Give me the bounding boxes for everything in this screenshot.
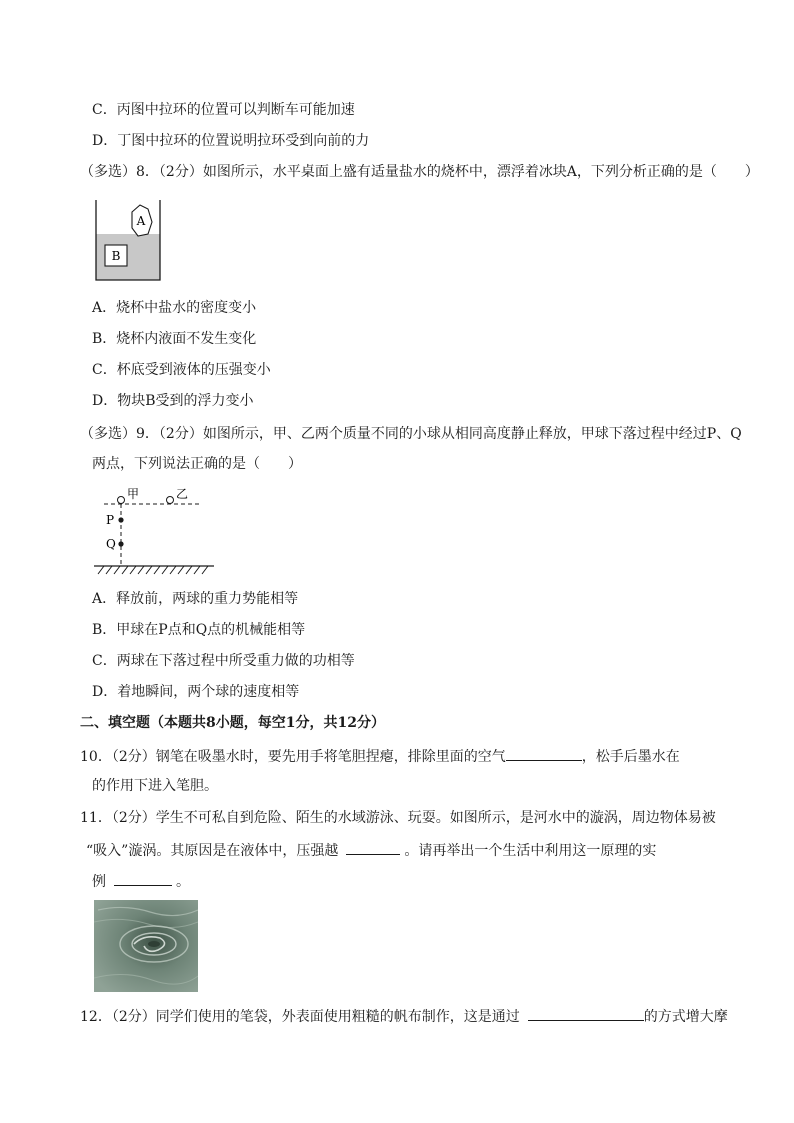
q10-text-a: 10．（2分）钢笔在吸墨水时，要先用手将笔胆捏瘪，排除里面的空气: [80, 749, 506, 765]
q11-line3: [92, 871, 190, 892]
q11-text-c: 例: [92, 874, 106, 890]
q11-text-d: 。: [176, 874, 190, 890]
q12-text-a: 12．（2分）同学们使用的笔袋，外表面使用粗糙的帆布制作，这是通过: [80, 1009, 520, 1025]
q9-option-a: A．释放前，两球的重力势能相等: [92, 591, 299, 607]
q11-answer-blank-1[interactable]: [346, 840, 400, 855]
q12-text-b: 的方式增大摩: [643, 1009, 728, 1025]
ground-hatching: [98, 566, 208, 574]
section-2-title: 二、填空题（本题共8小题，每空1分，共12分）: [80, 715, 385, 731]
q11-answer-blank-2[interactable]: [114, 871, 172, 886]
q11-text-a: “吸入”漩涡。其原因是在液体中，压强越: [86, 843, 339, 859]
q9-option-c: C．两球在下落过程中所受重力做的功相等: [92, 653, 355, 669]
q10-line1: [80, 746, 680, 767]
q10-line2: 的作用下进入笔胆。: [92, 778, 218, 794]
q8-option-d: D．物块B受到的浮力变小: [92, 393, 254, 409]
q8-stem: （多选）8．（2分）如图所示，水平桌面上盛有适量盐水的烧杯中，漂浮着冰块A，下列分析正确的是（ ）: [80, 164, 759, 180]
q9-stem-line1: （多选）9．（2分）如图所示，甲、乙两个质量不同的小球从相同高度静止释放，甲球下落过程中经过P、Q: [80, 426, 742, 442]
q9-option-b: B．甲球在P点和Q点的机械能相等: [92, 622, 306, 638]
q7-option-d: D．丁图中拉环的位置说明拉环受到向前的力: [92, 133, 370, 149]
label-yi: 乙: [176, 487, 189, 501]
q9-stem-line2: 两点，下列说法正确的是（ ）: [92, 456, 302, 472]
point-p: [118, 517, 123, 522]
whirlpool-photo: [94, 900, 198, 992]
q12-answer-blank-1[interactable]: [528, 1006, 644, 1021]
falling-balls-figure: [92, 484, 218, 578]
beaker-figure: [90, 196, 166, 286]
q11-line2: [86, 840, 656, 861]
q10-answer-blank-1[interactable]: [506, 746, 582, 761]
label-q: Q: [106, 537, 116, 551]
ball-yi: [167, 497, 174, 504]
label-jia: 甲: [127, 487, 140, 501]
block-label: B: [111, 249, 121, 263]
q8-option-a: A．烧杯中盐水的密度变小: [92, 300, 257, 316]
q11-text-b: 。请再举出一个生活中利用这一原理的实: [404, 843, 657, 859]
label-p: P: [106, 513, 115, 527]
point-q: [118, 541, 123, 546]
q9-option-d: D．着地瞬间，两个球的速度相等: [92, 684, 300, 700]
ice-label: A: [136, 214, 146, 228]
q8-option-b: B．烧杯内液面不发生变化: [92, 331, 257, 347]
q8-option-c: C．杯底受到液体的压强变小: [92, 362, 271, 378]
q7-option-c: C．丙图中拉环的位置可以判断车可能加速: [92, 102, 355, 118]
ball-jia: [118, 497, 125, 504]
q11-line1: 11．（2分）学生不可私自到危险、陌生的水域游泳、玩耍。如图所示，是河水中的漩涡，周边物体易被: [80, 810, 716, 826]
q10-text-b: ，松手后墨水在: [581, 749, 680, 765]
q12-line1: [80, 1006, 728, 1027]
